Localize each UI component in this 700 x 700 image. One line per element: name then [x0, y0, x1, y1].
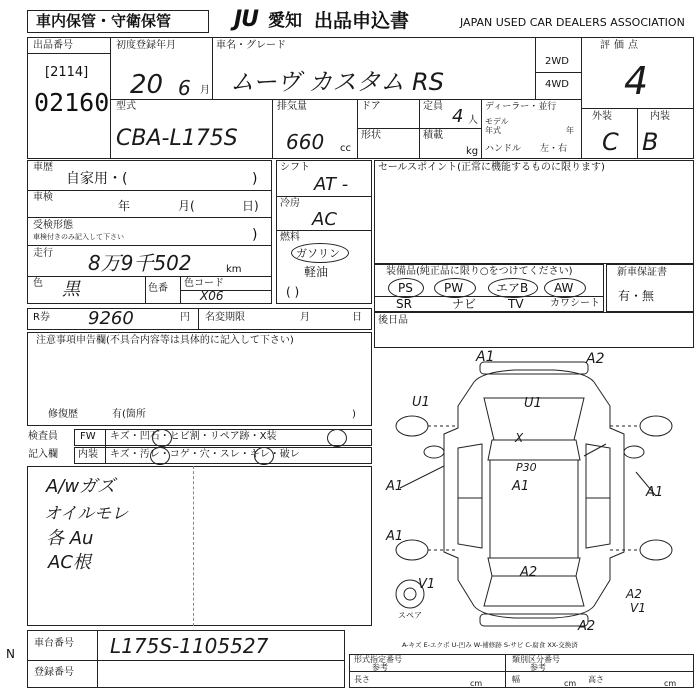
reception-close: ) [252, 227, 258, 243]
equipment-navi: ナビ [452, 297, 477, 311]
exterior-label: 外装 [592, 111, 612, 122]
aw-circle [544, 278, 586, 298]
color-value: 黒 [62, 279, 80, 300]
inspector-interior: 内装 [78, 449, 98, 460]
drive-2wd: 2WD [545, 56, 569, 67]
spec-designation-ref: 参考 [372, 663, 388, 672]
equipment-pw: PW [444, 281, 464, 295]
interior-label: 内装 [650, 111, 670, 122]
later-items-label: 後日品 [378, 315, 408, 326]
mark-x: X [515, 431, 524, 445]
equipment-sr: SR [396, 297, 412, 311]
equipment-tv: TV [508, 297, 524, 311]
remark-1: A/wガズ [46, 476, 116, 497]
interior-grade: B [642, 128, 659, 156]
mark-a2-top-right: A2 [586, 351, 605, 367]
ps-circle [388, 278, 424, 298]
mark-a1-right: A1 [646, 485, 664, 500]
warranty-value: 有・無 [618, 289, 655, 303]
name-change-label: 名変期限 [205, 312, 245, 323]
lot-number-label: 出品番号 [33, 40, 73, 51]
shift-value: AT - [314, 174, 349, 195]
tax-unit: 円 [180, 312, 190, 323]
spec-class-label: 類別区分番号 [512, 655, 560, 664]
mileage-label: 走行 [33, 248, 53, 259]
inspection-day: 日) [242, 199, 259, 213]
history-label: 車歴 [33, 162, 53, 173]
mark-p30: P30 [516, 461, 537, 474]
model-name-label: 車名・グレード [216, 40, 286, 51]
color-label: 色 [33, 278, 43, 289]
mileage-value: 8万9千502 [88, 251, 192, 275]
fuel-gasoline-circle [291, 243, 349, 263]
spec-width: 幅 [512, 675, 520, 684]
reception-label: 受検形態 [33, 220, 73, 231]
displacement-unit: cc [340, 143, 351, 154]
lot-number: 02160 [34, 88, 110, 117]
history-value: 自家用・( [66, 171, 128, 187]
registration-number-label: 登録番号 [34, 667, 74, 678]
tax-row-frame [27, 308, 372, 330]
chassis-label: 車台番号 [34, 638, 74, 649]
model-name-value: ムーヴ カスタム RS [230, 68, 444, 96]
chassis-side-mark: N [6, 647, 15, 661]
spec-height: 高さ [588, 675, 604, 684]
model-label: モデル [485, 117, 509, 126]
mark-a1-left: A1 [386, 479, 404, 494]
spec-width-unit: cm [564, 679, 577, 688]
damage-legend: A-キズ E-エクボ U-凹み W-補修跡 S-サビ C-腐食 XX-交換済 [402, 641, 578, 649]
mark-v1: V1 [418, 577, 436, 592]
exterior-grade: C [602, 128, 619, 156]
shape-label: 形状 [361, 130, 381, 141]
first-registration-label: 初度登録年月 [116, 40, 176, 51]
spec-class-ref: 参考 [530, 663, 546, 672]
entry-label: 記入欄 [28, 449, 58, 460]
inspection-month: 月( [178, 199, 195, 213]
year-unit: 年 [566, 126, 574, 135]
shift-label: シフト [280, 162, 310, 173]
type-code-label: 型式 [116, 101, 136, 112]
sales-point-label: セールスポイント(正常に機能するものに限ります) [378, 162, 605, 173]
load-unit: kg [466, 146, 479, 157]
remark-2: オイルモレ [44, 504, 129, 524]
model-year-label: 年式 [485, 126, 501, 135]
airbag-circle [488, 278, 538, 298]
type-code-value: CBA-L175S [116, 126, 238, 151]
mark-a1-top-left: A1 [476, 349, 495, 365]
repair-history-label: 修復歴 [48, 409, 78, 420]
storage-label: 車内保管・守衛保管 [36, 12, 172, 30]
stone-chip-circle [152, 429, 172, 447]
mileage-unit: km [226, 264, 242, 275]
grade-label: 評価点 [600, 40, 642, 51]
repair-history-close: ) [352, 409, 356, 420]
english-title: JAPAN USED CAR DEALERS ASSOCIATION [460, 16, 685, 29]
equipment-label: 装備品(純正品に限り○をつけてください) [386, 266, 573, 277]
inspector-label: 検査員 [28, 431, 58, 442]
mark-a2-bottom: A2 [578, 619, 596, 634]
x-mark-circle [327, 429, 347, 447]
fuel-label: 燃料 [280, 232, 300, 243]
color-number-label: 色番 [148, 283, 168, 294]
inspector-row2-items: キズ・汚レ・コゲ・穴・スレ・キレ・破レ [110, 449, 300, 460]
ju-logo: JU [234, 7, 259, 32]
later-items-frame [374, 312, 694, 348]
equipment-airbag: エアB [496, 281, 529, 295]
ac-value: AC [312, 209, 337, 230]
inspection-label: 車検 [33, 192, 53, 203]
name-change-month: 月 [300, 312, 310, 323]
ac-label: 冷房 [280, 198, 300, 209]
inspector-fw: FW [80, 431, 96, 442]
stain-circle [150, 447, 170, 465]
chassis-number: L175S-1105527 [110, 634, 269, 658]
spec-length: 長さ [354, 675, 370, 684]
spec-height-unit: cm [664, 679, 677, 688]
mark-a2-center: A2 [520, 565, 538, 580]
spec-length-unit: cm [470, 679, 483, 688]
history-close: ) [252, 171, 258, 187]
tax-label: R券 [33, 312, 50, 323]
inspection-year: 年 [118, 199, 131, 213]
mark-a1-bottom-left: A1 [386, 529, 404, 544]
remark-4: AC根 [48, 552, 91, 573]
pw-circle [434, 278, 476, 298]
fuel-gasoline: ガソリン [296, 247, 340, 260]
color-code-label: 色コード [184, 278, 224, 289]
doors-label: ドア [361, 101, 381, 112]
name-change-day: 日 [352, 312, 362, 323]
remark-3: 各 Au [46, 528, 94, 549]
registration-month: 6 [178, 76, 191, 100]
dealer-label: ディーラー・並行 [485, 102, 557, 112]
mark-a2-bottom-right: A2 [626, 587, 642, 601]
equipment-aw: AW [554, 281, 574, 295]
document-title: 出品申込書 [314, 10, 410, 32]
scuff-circle [254, 447, 274, 465]
registration-month-unit: 月 [200, 85, 210, 96]
mark-u1-left: U1 [412, 395, 430, 410]
capacity-label: 定員 [423, 101, 443, 112]
fuel-diesel: 軽油 [304, 265, 329, 279]
displacement-label: 排気量 [277, 101, 307, 112]
capacity-unit: 人 [468, 115, 478, 126]
spec-designation-label: 形式指定番号 [354, 655, 402, 664]
equipment-ps: PS [398, 281, 413, 295]
lot-number-sub: [2114] [45, 65, 89, 80]
notes-label: 注意事項申告欄(不具合内容等は具体的に記入して下さい) [36, 335, 294, 346]
reception-sub: 車検付きのみ記入して下さい [33, 233, 124, 241]
mark-v1-bottom-right: V1 [630, 601, 646, 615]
load-label: 積載 [423, 130, 443, 141]
mark-a1-center: A1 [512, 479, 530, 494]
fuel-other: ( ) [286, 285, 300, 299]
equipment-leather-seat: カワシート [550, 298, 600, 309]
handle-side: 左・右 [540, 144, 568, 154]
displacement-value: 660 [286, 130, 325, 154]
warranty-label: 新車保証書 [617, 267, 667, 278]
mark-u1-center: U1 [524, 396, 542, 411]
org-name: 愛知 [268, 11, 302, 31]
tax-value: 9260 [88, 308, 134, 329]
notes-frame [27, 332, 372, 426]
handle-label: ハンドル [485, 144, 522, 154]
color-code-value: X06 [200, 289, 224, 303]
registration-year: 20 [130, 70, 164, 100]
grade-value: 4 [624, 59, 649, 103]
repair-history-value: 有(箇所 [112, 409, 146, 420]
sales-point-frame [374, 160, 694, 264]
inspector-row1-items: キズ・凹石・ヒビ割・リペア跡・X装 [110, 431, 277, 442]
drive-4wd: 4WD [545, 79, 569, 90]
spare-label: スペア [398, 611, 422, 620]
capacity-value: 4 [452, 106, 464, 127]
